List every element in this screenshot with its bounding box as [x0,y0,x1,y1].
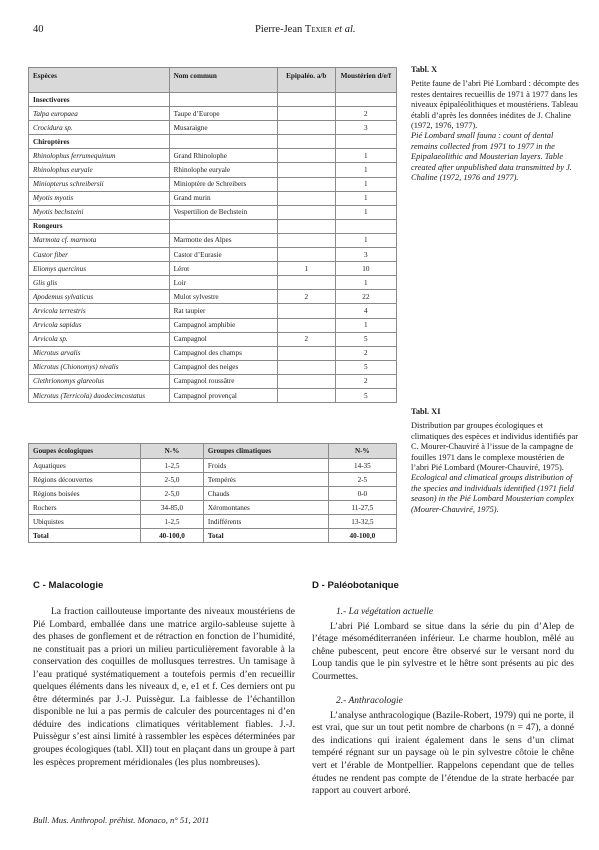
table-x-group-row [29,93,397,107]
table-x-group-name: Insectivores [29,93,170,107]
table-x-common-name: Campagnol des neiges [169,360,277,374]
table-xi-eco-n: 34-85,0 [141,501,204,515]
caption-x-title: Tabl. X [411,65,438,74]
table-xi-col-clim-n: N-% [328,444,396,459]
page-number: 40 [33,24,44,35]
table-x-group-name: Rongeurs [29,219,170,233]
table-x-cell [277,135,335,149]
table-x-epipaleo-count [277,360,335,374]
table-row [29,121,397,135]
table-x-epipaleo-count [277,163,335,177]
table-x-mousterien-count: 2 [335,346,396,360]
table-xi-eco-n: 1-2,5 [141,515,204,529]
table-x [28,67,397,403]
table-x-mousterien-count: 10 [335,262,396,276]
table-xi-body [29,459,397,543]
running-header-author [255,24,356,35]
table-x-common-name: Rhinolophe euryale [169,163,277,177]
table-xi-eco-n: 1-2,5 [141,459,204,473]
table-x-col-common: Nom commun [169,68,277,93]
table-row [29,191,397,205]
caption-table-xi [411,407,581,515]
section-heading-paleobotanique: D - Paléobotanique [312,580,399,591]
table-xi-col-eco: Goupes écologiques [29,444,141,459]
table-x-common-name: Campagnol roussâtre [169,374,277,388]
table-x-species: Crocidura sp. [29,121,170,135]
table-row [29,205,397,219]
author-suffix: et al. [331,24,356,35]
caption-table-x [411,65,581,183]
table-xi-total-cell: Total [29,529,141,543]
table-x-mousterien-count: 4 [335,304,396,318]
table-row [29,515,397,529]
table-x-mousterien-count: 1 [335,177,396,191]
table-xi-eco-group: Aquatiques [29,459,141,473]
table-xi-col-clim: Groupes climatiques [203,444,328,459]
table-x-common-name: Campagnol provençal [169,388,277,402]
table-x-epipaleo-count: 1 [277,262,335,276]
table-x-species: Eliomys quercinus [29,262,170,276]
column-left [33,606,295,769]
table-x-mousterien-count: 5 [335,332,396,346]
table-xi-total-cell: 40-100,0 [328,529,396,543]
table-x-common-name: Rat taupier [169,304,277,318]
table-x-species: Clethrionomys glareolus [29,374,170,388]
table-row [29,276,397,290]
table-row [29,163,397,177]
table-x-common-name: Vespertilion de Bechstein [169,205,277,219]
table-row [29,487,397,501]
table-xi-eco-n: 2-5,0 [141,487,204,501]
table-xi-eco-group: Rochers [29,501,141,515]
table-x-species: Arvicola sapidus [29,318,170,332]
table-x-species: Apodemus sylvaticus [29,290,170,304]
table-x-cell [335,135,396,149]
table-x-species: Rhinolophus euryale [29,163,170,177]
table-x-species: Marmota cf. marmota [29,233,170,247]
table-xi-header-row [29,444,397,459]
table-x-common-name: Minioptère de Schreibers [169,177,277,191]
table-xi-clim-group: Indifférents [203,515,328,529]
table-x-epipaleo-count [277,107,335,121]
table-xi-clim-n: 13-32,5 [328,515,396,529]
table-x-mousterien-count: 1 [335,191,396,205]
table-row [29,149,397,163]
table-row [29,107,397,121]
table-x-common-name: Grand Rhinolophe [169,149,277,163]
table-x-epipaleo-count [277,149,335,163]
table-x-cell [335,93,396,107]
table-xi-total-cell: Total [203,529,328,543]
table-x-common-name: Loir [169,276,277,290]
table-xi-clim-group: Froids [203,459,328,473]
caption-xi-english: Ecological and climatical groups distribution of the species and individuals identified (1971 field season) in the Pié Lombard Mousterian complex (Mourer-Chauviré, 1975). [411,473,574,514]
table-x-common-name: Musaraigne [169,121,277,135]
paragraph-malacologie: La fraction caillouteuse importante des niveaux moustériens de Pié Lombard, emballée dans une matrice argilo-sableuse sujette à des phases de gonflement et de rétraction en fonction de l’humidité, ne constituait pas a priori un milieu particulièrement favorable à la conservation des coquilles de mollusques terrestres. Un tamisage à l’eau pratiqué systématiquement a toutefois permis d’en recueillir quelques éléments dans les niveaux d, e, e1 et f. Ces derniers ont pu être déterminés par J.-J. Puissègur. La faiblesse de l’échantillon disponible ne lui a pas permis de calculer des pourcentages ni d’en déduire des indications climatiques véritablement fiables. J.-J. Puissègur s’est ainsi limité à rassembler les espèces déterminées par groupes écologiques (tabl. XII) tout en plaçant dans un groupe à part les espèces proprement méridionales (les plus nombreuses). [33,607,295,768]
paragraph-anthracologie: L’analyse anthracologique (Bazile-Robert, 1979) qui ne porte, il est vrai, que sur un tout petit nombre de charbons (n = 47), a donné des indications qui iraient également dans le sens d’un climat tempéré régnant sur un paysage où le pin sylvestre côtoie le chêne vert et l’érable de Montpellier. Rappelons cependant que de telles études ne rendent pas compte de l’étendue de la strate herbacée par rapport au couvert arboré. [312,710,574,797]
table-x-epipaleo-count [277,205,335,219]
table-x-species: Rhinolophus ferrumequinum [29,149,170,163]
table-xi-eco-n: 2-5,0 [141,473,204,487]
table-x-species: Castor fiber [29,248,170,262]
table-x-common-name: Grand murin [169,191,277,205]
table-x-common-name: Marmotte des Alpes [169,233,277,247]
table-row [29,248,397,262]
table-x-species: Microtus arvalis [29,346,170,360]
table-x-species: Microtus (Chionomys) nivalis [29,360,170,374]
table-xi-clim-group: Chauds [203,487,328,501]
table-x-col-species: Espèces [29,68,170,93]
table-x-body [29,93,397,403]
table-xi-clim-group: Xéromontanes [203,501,328,515]
table-x-common-name: Campagnol [169,332,277,346]
table-x-epipaleo-count [277,191,335,205]
table-row [29,290,397,304]
table-x-species: Myotis bechsteini [29,205,170,219]
table-row [29,388,397,402]
table-x-mousterien-count: 1 [335,149,396,163]
table-x-epipaleo-count [277,304,335,318]
footer-citation: Bull. Mus. Anthropol. préhist. Monaco, n° 51, 2011 [33,815,210,825]
table-x-cell [277,93,335,107]
table-row [29,501,397,515]
table-x-common-name: Mulot sylvestre [169,290,277,304]
table-x-species: Arvicola sp. [29,332,170,346]
author-surname: Texier [304,24,332,35]
table-x-epipaleo-count: 2 [277,332,335,346]
table-x-col-mousterien: Moustérien d/e/f [335,68,396,93]
table-xi-clim-n: 0-0 [328,487,396,501]
table-x-epipaleo-count [277,276,335,290]
table-row [29,374,397,388]
table-x-epipaleo-count [277,388,335,402]
caption-x-french: Petite faune de l’abri Pié Lombard : décompte des restes dentaires recueillis de 1971 à 1977 dans les niveaux épipaléolithiques et moustériens. Tableau établi d’après les données inédites de J. Chaline (1972, 1976, 1977). [411,79,579,131]
table-x-common-name: Campagnol des champs [169,346,277,360]
table-row [29,318,397,332]
table-x-mousterien-count: 22 [335,290,396,304]
caption-x-english: Pié Lombard small fauna : count of dental remains collected from 1971 to 1977 in the Epipalaeolithic and Mousterian layers. Table created after unpublished data transmitted by J. Chaline (1972, 1976 and 1977). [411,131,572,183]
table-x-mousterien-count: 2 [335,374,396,388]
table-x-epipaleo-count [277,318,335,332]
table-x-mousterien-count: 5 [335,388,396,402]
table-x-mousterien-count: 1 [335,233,396,247]
table-x-species: Glis glis [29,276,170,290]
table-x-mousterien-count: 5 [335,360,396,374]
table-x-species: Miniopterus schreibersii [29,177,170,191]
table-x-epipaleo-count [277,374,335,388]
table-row [29,459,397,473]
table-x-common-name: Campagnol amphibie [169,318,277,332]
table-x-species: Talpa europaea [29,107,170,121]
table-x-common-name: Lérot [169,262,277,276]
table-x-mousterien-count: 1 [335,276,396,290]
column-right [312,606,574,798]
table-x-cell [169,93,277,107]
table-x-species: Microtus (Terricola) duodecimcostatus [29,388,170,402]
table-row [29,177,397,191]
table-row [29,262,397,276]
table-row [29,360,397,374]
table-x-mousterien-count: 1 [335,318,396,332]
paragraph-vegetation: L’abri Pié Lombard se situe dans la série du pin d’Alep de l’étage mésoméditerranéen inférieur. Le charme houblon, mêlé au chêne pubescent, peut encore être observé sur le versant nord du Loup tandis que le pin sylvestre et le hêtre sont présents au pic des Courmettes. [312,621,574,682]
author-first: Pierre-Jean [255,24,303,35]
table-x-species: Arvicola terrestris [29,304,170,318]
table-x-mousterien-count: 3 [335,121,396,135]
table-x-common-name: Taupe d’Europe [169,107,277,121]
table-x-common-name: Castor d’Eurasie [169,248,277,262]
table-xi-total-row [29,529,397,543]
table-x-cell [169,219,277,233]
table-xi [28,443,397,543]
table-x-group-row [29,135,397,149]
table-x-mousterien-count: 3 [335,248,396,262]
table-x-epipaleo-count [277,121,335,135]
table-xi-col-eco-n: N-% [141,444,204,459]
table-xi-eco-group: Ubiquistes [29,515,141,529]
table-x-mousterien-count: 1 [335,163,396,177]
table-x-cell [335,219,396,233]
subheading-anthracologie: 2.- Anthracologie [336,696,403,707]
table-row [29,233,397,247]
section-heading-malacologie: C - Malacologie [33,580,104,591]
table-x-species: Myotis myotis [29,191,170,205]
subheading-vegetation: 1.- La végétation actuelle [336,607,434,617]
caption-xi-french: Distribution par groupes écologiques et climatiques des espèces et individus identifiés par C. Mourer-Chauviré à l’issue de la campagne de fouilles 1971 dans le complexe moustérien de l’abri Pié Lombard (Mourer-Chauviré, 1975). [411,421,578,473]
table-xi-clim-group: Tempérés [203,473,328,487]
table-x-group-name: Chiroptères [29,135,170,149]
table-x-group-row [29,219,397,233]
table-x-epipaleo-count: 2 [277,290,335,304]
caption-xi-title: Tabl. XI [411,407,441,416]
table-row [29,332,397,346]
table-xi-eco-group: Régions découvertes [29,473,141,487]
table-xi-total-cell: 40-100,0 [141,529,204,543]
table-x-epipaleo-count [277,346,335,360]
table-x-col-epipaleo: Epipaléo. a/b [277,68,335,93]
table-x-epipaleo-count [277,248,335,262]
table-row [29,346,397,360]
table-x-epipaleo-count [277,233,335,247]
table-xi-clim-n: 11-27,5 [328,501,396,515]
table-xi-clim-n: 14-35 [328,459,396,473]
table-x-mousterien-count: 2 [335,107,396,121]
table-x-epipaleo-count [277,177,335,191]
table-row [29,473,397,487]
table-xi-clim-n: 2-5 [328,473,396,487]
table-row [29,304,397,318]
table-xi-eco-group: Régions boisées [29,487,141,501]
table-x-cell [169,135,277,149]
table-x-mousterien-count: 1 [335,205,396,219]
table-x-header-row [29,68,397,93]
table-x-cell [277,219,335,233]
